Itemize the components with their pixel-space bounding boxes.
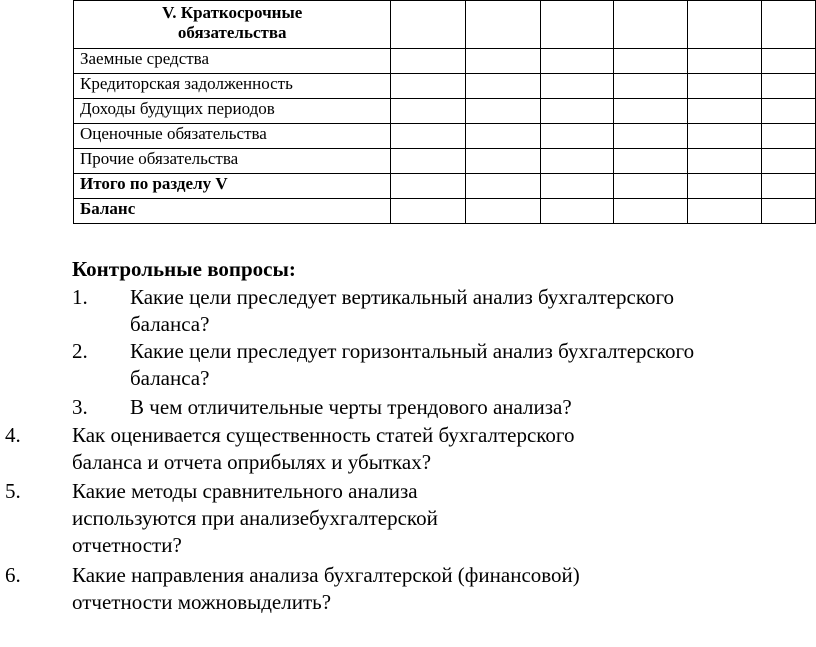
table-cell [614, 149, 688, 174]
table-cell [687, 174, 762, 199]
row-label: Баланс [74, 199, 391, 224]
question-number: 1. [72, 285, 88, 309]
section-header-line2: обязательства [177, 23, 287, 42]
question-text-line2: используются при анализебухгалтерской [72, 506, 438, 530]
table-cell [687, 199, 762, 224]
table-row-balance [74, 199, 816, 224]
table-cell [762, 49, 816, 74]
table-cell [614, 99, 688, 124]
table-cell [687, 49, 762, 74]
table-cell [762, 174, 816, 199]
table-cell [465, 49, 540, 74]
table-cell [465, 99, 540, 124]
table-cell [465, 174, 540, 199]
table-cell [540, 174, 614, 199]
table-cell [540, 199, 614, 224]
question-text-line1: Какие направления анализа бухгалтерской (финансовой) [72, 563, 580, 587]
table-cell [687, 74, 762, 99]
table-cell [391, 74, 466, 99]
table-header-row [74, 1, 816, 49]
table-cell [465, 149, 540, 174]
table-row [74, 149, 816, 174]
table-cell [391, 149, 466, 174]
table-cell [465, 1, 540, 49]
table-cell [391, 199, 466, 224]
table-cell [540, 124, 614, 149]
table-cell [540, 49, 614, 74]
table-cell [687, 1, 762, 49]
section-header-line1: V. Краткосрочные [162, 3, 303, 22]
row-label: Оценочные обязательства [74, 124, 391, 149]
question-text-line2: баланса? [130, 312, 210, 336]
question-text-line1: В чем отличительные черты трендового анализа? [130, 395, 572, 419]
table-row-total [74, 174, 816, 199]
question-number: 4. [5, 423, 21, 447]
table-row [74, 74, 816, 99]
table-cell [540, 99, 614, 124]
table-cell [762, 74, 816, 99]
table-cell [614, 124, 688, 149]
table-row [74, 124, 816, 149]
question-number: 2. [72, 339, 88, 363]
question-text-line2: отчетности можновыделить? [72, 590, 332, 614]
table-cell [391, 124, 466, 149]
table-row [74, 99, 816, 124]
table-row [74, 49, 816, 74]
table-cell [465, 199, 540, 224]
table-cell [762, 1, 816, 49]
table-cell [614, 199, 688, 224]
table-cell [762, 124, 816, 149]
question-text-line3: отчетности? [72, 533, 182, 557]
question-text-line1: Какие методы сравнительного анализа [72, 479, 418, 503]
question-text-line2: баланса? [130, 366, 210, 390]
row-label: Итого по разделу V [74, 174, 391, 199]
table-cell [614, 174, 688, 199]
questions-title: Контрольные вопросы: [72, 257, 296, 281]
table-cell [391, 174, 466, 199]
table-cell [391, 1, 466, 49]
question-text-line1: Какие цели преследует горизонтальный анализ бухгалтерского [130, 339, 695, 363]
section-header-cell [74, 1, 391, 49]
table-cell [540, 1, 614, 49]
table-cell [762, 199, 816, 224]
table-cell [391, 99, 466, 124]
question-number: 3. [72, 395, 88, 419]
question-text-line1: Как оценивается существенность статей бухгалтерского [72, 423, 575, 447]
table-cell [687, 124, 762, 149]
row-label: Кредиторская задолженность [74, 74, 391, 99]
table-cell [762, 99, 816, 124]
table-cell [465, 124, 540, 149]
question-text-line2: баланса и отчета оприбылях и убытках? [72, 450, 432, 474]
row-label: Прочие обязательства [74, 149, 391, 174]
table-cell [687, 149, 762, 174]
row-label: Доходы будущих периодов [74, 99, 391, 124]
question-number: 6. [5, 563, 21, 587]
table-cell [540, 149, 614, 174]
table-cell [614, 1, 688, 49]
balance-liabilities-table [73, 0, 816, 224]
table-cell [687, 99, 762, 124]
table-cell [540, 74, 614, 99]
row-label: Заемные средства [74, 49, 391, 74]
table-cell [391, 49, 466, 74]
question-number: 5. [5, 479, 21, 503]
table-cell [614, 74, 688, 99]
table-cell [762, 149, 816, 174]
table-cell [614, 49, 688, 74]
table-cell [465, 74, 540, 99]
question-text-line1: Какие цели преследует вертикальный анализ бухгалтерского [130, 285, 675, 309]
